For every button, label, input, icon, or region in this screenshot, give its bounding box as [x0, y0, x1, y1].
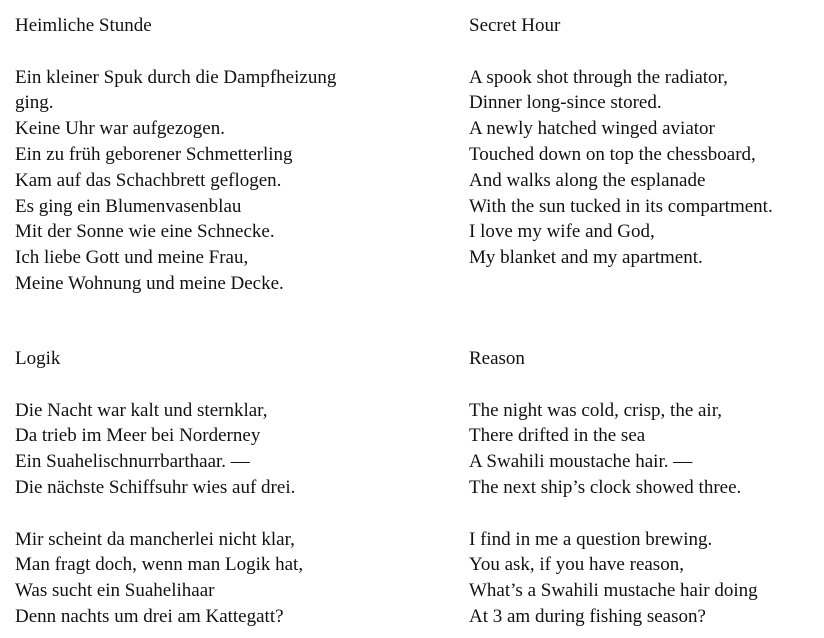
poem-line: Die nächste Schiffsuhr wies auf drei.: [15, 476, 296, 498]
poem-line: Keine Uhr war aufgezogen.: [15, 118, 225, 140]
poem-line: A Swahili moustache hair. —: [469, 451, 693, 473]
poem-line: Kam auf das Schachbrett geflogen.: [15, 169, 282, 191]
poem-title: Logik: [15, 348, 61, 369]
poem-line: There drifted in the sea: [469, 425, 646, 447]
poem-line: I love my wife and God,: [469, 221, 655, 243]
poem-title: Reason: [469, 348, 525, 369]
poem-line: Ein kleiner Spuk durch die Dampfheizung: [15, 66, 337, 88]
poem-line: A newly hatched winged aviator: [469, 118, 715, 140]
poem-line: Ich liebe Gott und meine Frau,: [15, 247, 249, 269]
poem-line: ging.: [15, 92, 54, 114]
poem-line: Mit der Sonne wie eine Schnecke.: [15, 221, 275, 243]
poem-line: The next ship’s clock showed three.: [469, 476, 742, 498]
poem-line: Ein zu früh geborener Schmetterling: [15, 143, 293, 165]
stanza-gap: [469, 39, 773, 65]
stanza-gap: [15, 372, 303, 398]
poem-reason-english: [469, 346, 758, 630]
poem-line: Meine Wohnung und meine Decke.: [15, 272, 284, 294]
stanza-gap: [469, 501, 758, 527]
poem-line: Es ging ein Blumenvasenblau: [15, 195, 242, 217]
poem-logik-german: [15, 346, 303, 630]
poem-line: Dinner long-since stored.: [469, 92, 662, 114]
poem-line: Da trieb im Meer bei Norderney: [15, 425, 261, 447]
poem-line: Touched down on top the chessboard,: [469, 143, 756, 165]
stanza-gap: [15, 501, 303, 527]
poem-line: With the sun tucked in its compartment.: [469, 195, 773, 217]
poem-line: My blanket and my apartment.: [469, 247, 703, 269]
poem-title: Secret Hour: [469, 15, 561, 36]
poem-line: The night was cold, crisp, the air,: [469, 399, 723, 421]
poem-line: Denn nachts um drei am Kattegatt?: [15, 605, 284, 627]
poem-line: Die Nacht war kalt und sternklar,: [15, 399, 268, 421]
poem-title: Heimliche Stunde: [15, 15, 152, 36]
stanza-gap: [15, 39, 336, 65]
poem-line: At 3 am during fishing season?: [469, 605, 706, 627]
poem-line: A spook shot through the radiator,: [469, 66, 728, 88]
poem-line: What’s a Swahili mustache hair doing: [469, 580, 758, 602]
poem-line: You ask, if you have reason,: [469, 554, 684, 576]
poem-line: Was sucht ein Suahelihaar: [15, 580, 215, 602]
poem-heimliche-stunde-german: [15, 13, 336, 297]
poem-line: Mir scheint da mancherlei nicht klar,: [15, 528, 295, 550]
poem-secret-hour-english: [469, 13, 773, 271]
poem-line: Man fragt doch, wenn man Logik hat,: [15, 554, 304, 576]
poem-line: And walks along the esplanade: [469, 169, 706, 191]
poem-line: Ein Suahelischnurrbarthaar. —: [15, 451, 250, 473]
stanza-gap: [469, 372, 758, 398]
poem-line: I find in me a question brewing.: [469, 528, 713, 550]
